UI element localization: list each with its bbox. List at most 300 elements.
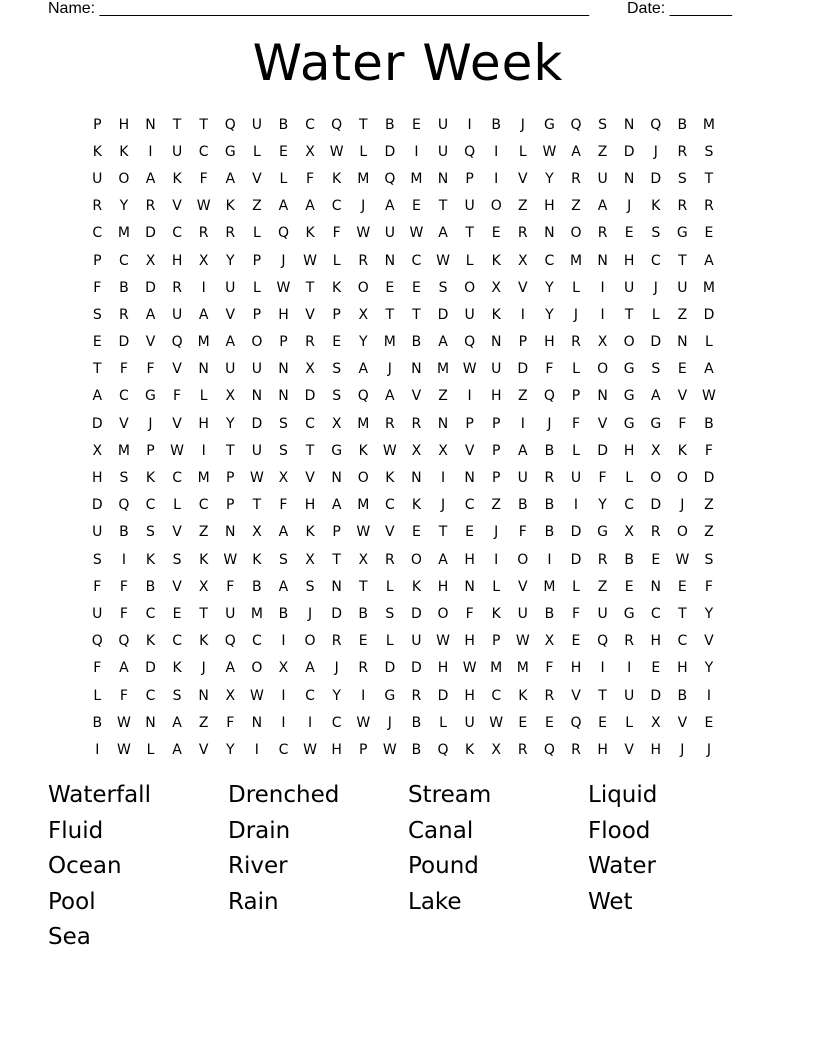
grid-letter: E bbox=[358, 633, 368, 650]
grid-letter: R bbox=[677, 143, 688, 160]
grid-letter: W bbox=[382, 442, 397, 459]
grid-letter: C bbox=[172, 633, 182, 650]
grid-letter: I bbox=[547, 551, 552, 568]
grid-letter: I bbox=[361, 687, 366, 704]
grid-letter: N bbox=[278, 361, 289, 378]
grid-letter: F bbox=[518, 524, 527, 541]
grid-letter: I bbox=[281, 687, 286, 704]
grid-letter: X bbox=[438, 442, 448, 459]
grid-letter: A bbox=[704, 361, 714, 378]
grid-letter: C bbox=[172, 225, 182, 242]
grid-letter: Z bbox=[677, 306, 688, 323]
grid-letter: V bbox=[518, 578, 528, 595]
word-list-item: Rain bbox=[228, 888, 279, 915]
grid-letter: P bbox=[359, 741, 368, 758]
grid-letter: R bbox=[704, 198, 714, 215]
grid-letter: A bbox=[145, 306, 156, 323]
grid-letter: F bbox=[704, 442, 713, 459]
grid-letter: D bbox=[597, 442, 608, 459]
grid-letter: O bbox=[650, 470, 662, 487]
grid-letter: U bbox=[225, 605, 236, 622]
grid-letter: D bbox=[703, 470, 715, 487]
grid-letter: S bbox=[332, 361, 342, 378]
grid-letter: O bbox=[464, 279, 476, 296]
grid-letter: M bbox=[357, 497, 370, 514]
grid-letter: H bbox=[92, 470, 103, 487]
grid-letter: F bbox=[279, 497, 288, 514]
grid-letter: L bbox=[492, 578, 501, 595]
grid-letter: S bbox=[92, 551, 102, 568]
grid-letter: G bbox=[597, 524, 608, 541]
grid-letter: O bbox=[597, 361, 609, 378]
name-field-label: Name: _______________________________________________________ bbox=[48, 0, 589, 17]
grid-letter: P bbox=[226, 470, 235, 487]
grid-letter: E bbox=[92, 334, 102, 351]
grid-letter: R bbox=[92, 198, 103, 215]
grid-letter: G bbox=[650, 415, 662, 432]
grid-letter: K bbox=[145, 551, 156, 568]
grid-letter: Y bbox=[225, 415, 235, 432]
grid-letter: H bbox=[304, 497, 316, 514]
grid-letter: Y bbox=[332, 687, 341, 704]
grid-letter: R bbox=[517, 741, 528, 758]
grid-letter: N bbox=[464, 578, 475, 595]
grid-letter: W bbox=[489, 714, 504, 731]
grid-letter: J bbox=[148, 415, 153, 432]
grid-letter: K bbox=[332, 170, 342, 187]
grid-letter: I bbox=[706, 687, 712, 704]
grid-letter: I bbox=[440, 470, 446, 487]
grid-letter: S bbox=[305, 578, 315, 595]
grid-letter: L bbox=[625, 470, 634, 487]
grid-letter: R bbox=[597, 225, 608, 242]
grid-letter: B bbox=[278, 116, 289, 133]
grid-letter: S bbox=[172, 687, 182, 704]
grid-letter: W bbox=[356, 524, 371, 541]
grid-letter: U bbox=[517, 470, 528, 487]
grid-letter: Y bbox=[545, 170, 554, 187]
word-list-item: Lake bbox=[408, 888, 462, 915]
grid-letter: T bbox=[358, 116, 368, 133]
grid-letter: I bbox=[520, 415, 525, 432]
grid-letter: P bbox=[93, 252, 102, 269]
grid-letter: T bbox=[678, 605, 687, 622]
grid-letter: O bbox=[676, 524, 688, 541]
grid-letter: T bbox=[305, 279, 315, 296]
grid-letter: N bbox=[198, 687, 209, 704]
grid-letter: C bbox=[172, 470, 182, 487]
grid-letter: B bbox=[145, 578, 156, 595]
grid-letter: U bbox=[92, 170, 103, 187]
letter-grid bbox=[84, 111, 722, 764]
grid-letter: L bbox=[572, 361, 580, 378]
grid-letter: E bbox=[491, 225, 501, 242]
grid-letter: D bbox=[384, 660, 396, 677]
grid-letter: E bbox=[411, 524, 421, 541]
grid-letter: Z bbox=[198, 714, 209, 731]
grid-letter: E bbox=[624, 578, 634, 595]
grid-letter: F bbox=[226, 714, 235, 731]
grid-letter: R bbox=[571, 741, 581, 758]
grid-letter: T bbox=[385, 306, 395, 323]
word-list-item: Pound bbox=[408, 853, 479, 880]
grid-letter: S bbox=[146, 524, 155, 541]
grid-letter: A bbox=[438, 334, 448, 351]
grid-letter: U bbox=[570, 470, 582, 487]
grid-letter: A bbox=[305, 660, 315, 677]
grid-letter: B bbox=[544, 605, 555, 622]
grid-letter: N bbox=[623, 116, 635, 133]
grid-letter: V bbox=[172, 524, 182, 541]
grid-letter: H bbox=[650, 741, 662, 758]
grid-letter: Q bbox=[437, 741, 449, 758]
grid-letter: A bbox=[571, 143, 581, 160]
grid-letter: D bbox=[411, 660, 422, 677]
grid-letter: B bbox=[411, 334, 422, 351]
word-list-item: Drain bbox=[228, 817, 291, 844]
grid-letter: G bbox=[384, 687, 396, 704]
grid-letter: V bbox=[305, 306, 315, 323]
grid-letter: D bbox=[623, 143, 635, 160]
grid-letter: K bbox=[332, 279, 342, 296]
grid-letter: K bbox=[491, 252, 501, 269]
grid-letter: A bbox=[331, 497, 342, 514]
word-list-item: Ocean bbox=[48, 853, 122, 880]
grid-letter: T bbox=[332, 551, 341, 568]
grid-letter: E bbox=[411, 116, 421, 133]
grid-letter: F bbox=[93, 578, 102, 595]
grid-letter: A bbox=[305, 198, 315, 215]
word-list-item: Flood bbox=[588, 817, 651, 844]
grid-letter: V bbox=[464, 442, 475, 459]
grid-letter: W bbox=[223, 551, 238, 568]
grid-letter: C bbox=[677, 633, 688, 650]
grid-letter: W bbox=[515, 633, 530, 650]
grid-letter: B bbox=[252, 578, 262, 595]
word-list-item: Drenched bbox=[228, 782, 340, 808]
grid-letter: X bbox=[305, 361, 315, 378]
grid-letter: C bbox=[278, 741, 289, 758]
grid-letter: R bbox=[384, 415, 395, 432]
grid-letter: T bbox=[252, 497, 262, 514]
grid-letter: E bbox=[411, 279, 421, 296]
grid-letter: U bbox=[92, 605, 103, 622]
grid-letter: D bbox=[145, 225, 156, 242]
word-list-item: Liquid bbox=[588, 782, 658, 808]
grid-letter: B bbox=[119, 279, 129, 296]
grid-letter: J bbox=[307, 605, 313, 622]
grid-letter: D bbox=[331, 605, 343, 622]
grid-letter: M bbox=[197, 334, 210, 351]
grid-letter: E bbox=[172, 605, 182, 622]
grid-letter: P bbox=[465, 415, 474, 432]
grid-letter: K bbox=[411, 578, 422, 595]
grid-letter: E bbox=[624, 225, 634, 242]
grid-letter: C bbox=[650, 252, 661, 269]
grid-letter: Z bbox=[491, 497, 501, 514]
grid-letter: J bbox=[281, 252, 286, 269]
grid-letter: E bbox=[677, 361, 687, 378]
word-list-item: Sea bbox=[48, 924, 91, 951]
grid-letter: K bbox=[358, 442, 368, 459]
grid-letter: P bbox=[491, 470, 501, 487]
grid-letter: E bbox=[385, 279, 395, 296]
grid-letter: W bbox=[702, 388, 716, 405]
grid-letter: L bbox=[252, 279, 261, 296]
grid-letter: J bbox=[653, 143, 658, 160]
grid-letter: O bbox=[118, 170, 130, 187]
grid-letter: S bbox=[651, 225, 661, 242]
grid-letter: A bbox=[518, 442, 528, 459]
grid-letter: U bbox=[251, 361, 262, 378]
grid-letter: P bbox=[491, 633, 501, 650]
grid-letter: W bbox=[116, 714, 131, 731]
grid-letter: P bbox=[571, 388, 581, 405]
grid-letter: N bbox=[544, 225, 555, 242]
grid-letter: T bbox=[172, 116, 182, 133]
grid-letter: H bbox=[198, 415, 209, 432]
grid-letter: X bbox=[491, 741, 501, 758]
grid-letter: U bbox=[251, 442, 262, 459]
grid-letter: W bbox=[382, 741, 397, 758]
grid-letter: Z bbox=[518, 388, 528, 405]
grid-letter: W bbox=[170, 442, 184, 459]
grid-letter: X bbox=[491, 279, 501, 296]
grid-letter: W bbox=[276, 279, 291, 296]
grid-letter: E bbox=[704, 225, 714, 242]
grid-letter: V bbox=[172, 361, 182, 378]
grid-letter: Q bbox=[597, 633, 609, 650]
grid-letter: N bbox=[198, 361, 209, 378]
grid-letter: L bbox=[93, 687, 102, 704]
grid-letter: Z bbox=[597, 143, 608, 160]
grid-letter: Y bbox=[225, 741, 235, 758]
grid-letter: A bbox=[198, 306, 209, 323]
grid-letter: C bbox=[491, 687, 502, 704]
grid-letter: X bbox=[278, 470, 289, 487]
grid-letter: Q bbox=[543, 741, 555, 758]
grid-letter: K bbox=[518, 687, 528, 704]
grid-letter: J bbox=[573, 306, 579, 323]
grid-letter: Z bbox=[571, 198, 581, 215]
grid-letter: A bbox=[172, 714, 182, 731]
grid-letter: K bbox=[305, 225, 315, 242]
grid-letter: Q bbox=[277, 225, 289, 242]
grid-letter: K bbox=[651, 198, 661, 215]
grid-letter: C bbox=[119, 252, 129, 269]
grid-letter: C bbox=[624, 497, 635, 514]
header bbox=[48, 0, 748, 20]
grid-letter: X bbox=[597, 334, 608, 351]
grid-letter: J bbox=[494, 524, 499, 541]
grid-letter: W bbox=[196, 198, 211, 215]
grid-letter: R bbox=[358, 660, 369, 677]
grid-letter: H bbox=[623, 442, 635, 459]
grid-letter: C bbox=[145, 605, 156, 622]
grid-letter: S bbox=[438, 279, 448, 296]
grid-letter: I bbox=[201, 442, 206, 459]
grid-letter: N bbox=[490, 334, 502, 351]
grid-letter: C bbox=[305, 415, 315, 432]
grid-letter: N bbox=[225, 524, 236, 541]
grid-letter: A bbox=[225, 660, 236, 677]
grid-letter: L bbox=[146, 741, 155, 758]
grid-letter: C bbox=[464, 497, 475, 514]
grid-letter: Q bbox=[384, 170, 396, 187]
grid-letter: K bbox=[199, 633, 209, 650]
grid-letter: C bbox=[544, 252, 555, 269]
grid-letter: B bbox=[544, 524, 555, 541]
grid-letter: B bbox=[358, 605, 369, 622]
word-list-item: Pool bbox=[48, 888, 96, 915]
grid-letter: H bbox=[437, 578, 449, 595]
grid-letter: O bbox=[490, 198, 502, 215]
grid-letter: P bbox=[332, 524, 341, 541]
grid-letter: A bbox=[385, 198, 395, 215]
grid-letter: D bbox=[517, 361, 529, 378]
grid-letter: J bbox=[387, 361, 392, 378]
grid-letter: I bbox=[600, 660, 605, 677]
grid-letter: M bbox=[490, 660, 503, 677]
grid-letter: A bbox=[704, 252, 714, 269]
grid-letter: P bbox=[491, 442, 501, 459]
grid-letter: T bbox=[704, 170, 714, 187]
word-list-item: Canal bbox=[408, 817, 474, 844]
grid-letter: A bbox=[597, 198, 608, 215]
grid-letter: O bbox=[623, 334, 635, 351]
grid-letter: V bbox=[704, 633, 714, 650]
grid-letter: S bbox=[172, 551, 182, 568]
grid-letter: Q bbox=[543, 388, 555, 405]
grid-letter: K bbox=[411, 497, 422, 514]
grid-letter: R bbox=[384, 551, 395, 568]
grid-letter: U bbox=[251, 116, 262, 133]
grid-letter: M bbox=[516, 660, 529, 677]
grid-letter: U bbox=[171, 306, 183, 323]
grid-letter: M bbox=[702, 279, 715, 296]
grid-letter: U bbox=[464, 714, 475, 731]
grid-letter: W bbox=[409, 225, 424, 242]
grid-letter: U bbox=[624, 279, 635, 296]
grid-letter: N bbox=[650, 578, 661, 595]
grid-letter: W bbox=[542, 143, 557, 160]
grid-letter: H bbox=[650, 633, 662, 650]
grid-letter: F bbox=[119, 687, 128, 704]
grid-letter: N bbox=[411, 470, 422, 487]
grid-letter: S bbox=[651, 361, 661, 378]
grid-letter: F bbox=[332, 225, 341, 242]
grid-letter: I bbox=[573, 497, 579, 514]
grid-letter: J bbox=[627, 198, 632, 215]
grid-letter: L bbox=[465, 252, 474, 269]
grid-letter: O bbox=[251, 334, 263, 351]
grid-letter: F bbox=[173, 388, 182, 405]
grid-letter: I bbox=[254, 741, 259, 758]
grid-letter: F bbox=[704, 578, 713, 595]
grid-letter: P bbox=[332, 306, 341, 323]
grid-letter: R bbox=[571, 334, 581, 351]
grid-letter: A bbox=[92, 388, 103, 405]
grid-letter: I bbox=[494, 170, 499, 187]
grid-letter: H bbox=[118, 116, 130, 133]
grid-letter: P bbox=[491, 415, 501, 432]
grid-letter: V bbox=[677, 714, 688, 731]
grid-letter: D bbox=[570, 551, 582, 568]
grid-letter: U bbox=[597, 170, 608, 187]
grid-letter: F bbox=[93, 279, 102, 296]
grid-letter: O bbox=[251, 660, 263, 677]
grid-letter: R bbox=[198, 225, 209, 242]
grid-letter: B bbox=[278, 605, 289, 622]
grid-letter: M bbox=[357, 170, 370, 187]
grid-letter: Y bbox=[545, 279, 554, 296]
grid-letter: C bbox=[145, 497, 156, 514]
grid-letter: S bbox=[119, 470, 129, 487]
grid-letter: T bbox=[358, 578, 368, 595]
grid-letter: X bbox=[518, 252, 528, 269]
grid-letter: O bbox=[676, 470, 688, 487]
grid-letter: K bbox=[252, 551, 262, 568]
grid-letter: H bbox=[490, 388, 502, 405]
grid-letter: B bbox=[385, 116, 395, 133]
grid-letter: F bbox=[571, 415, 581, 432]
grid-letter: P bbox=[252, 306, 262, 323]
grid-letter: L bbox=[572, 442, 580, 459]
grid-letter: B bbox=[624, 551, 634, 568]
grid-letter: A bbox=[145, 170, 156, 187]
grid-letter: A bbox=[650, 388, 661, 405]
grid-letter: U bbox=[437, 116, 449, 133]
grid-letter: W bbox=[436, 252, 450, 269]
grid-letter: R bbox=[225, 225, 236, 242]
grid-letter: J bbox=[653, 279, 658, 296]
grid-letter: N bbox=[464, 470, 475, 487]
grid-letter: F bbox=[678, 415, 687, 432]
grid-letter: R bbox=[650, 524, 661, 541]
grid-letter: O bbox=[357, 470, 369, 487]
word-list-item: Fluid bbox=[48, 817, 104, 844]
grid-letter: H bbox=[437, 660, 449, 677]
grid-letter: P bbox=[252, 252, 262, 269]
grid-letter: L bbox=[173, 497, 181, 514]
grid-letter: I bbox=[627, 660, 632, 677]
grid-letter: X bbox=[198, 578, 209, 595]
grid-letter: W bbox=[436, 633, 450, 650]
grid-letter: M bbox=[702, 116, 715, 133]
grid-letter: H bbox=[464, 633, 475, 650]
grid-letter: N bbox=[145, 116, 156, 133]
grid-letter: Q bbox=[650, 116, 662, 133]
grid-letter: U bbox=[677, 279, 688, 296]
grid-letter: A bbox=[438, 551, 448, 568]
grid-letter: I bbox=[307, 714, 313, 731]
word-list-item: Stream bbox=[408, 782, 492, 808]
grid-letter: B bbox=[92, 714, 103, 731]
grid-letter: W bbox=[675, 551, 690, 568]
grid-letter: A bbox=[358, 361, 369, 378]
grid-letter: V bbox=[411, 388, 422, 405]
grid-letter: S bbox=[332, 388, 342, 405]
grid-letter: D bbox=[650, 687, 662, 704]
grid-letter: X bbox=[650, 714, 661, 731]
grid-letter: H bbox=[544, 334, 555, 351]
grid-letter: L bbox=[572, 279, 580, 296]
grid-letter: V bbox=[145, 334, 156, 351]
grid-letter: S bbox=[598, 116, 608, 133]
grid-letter: D bbox=[251, 415, 263, 432]
grid-letter: K bbox=[92, 143, 102, 160]
grid-letter: L bbox=[252, 143, 261, 160]
